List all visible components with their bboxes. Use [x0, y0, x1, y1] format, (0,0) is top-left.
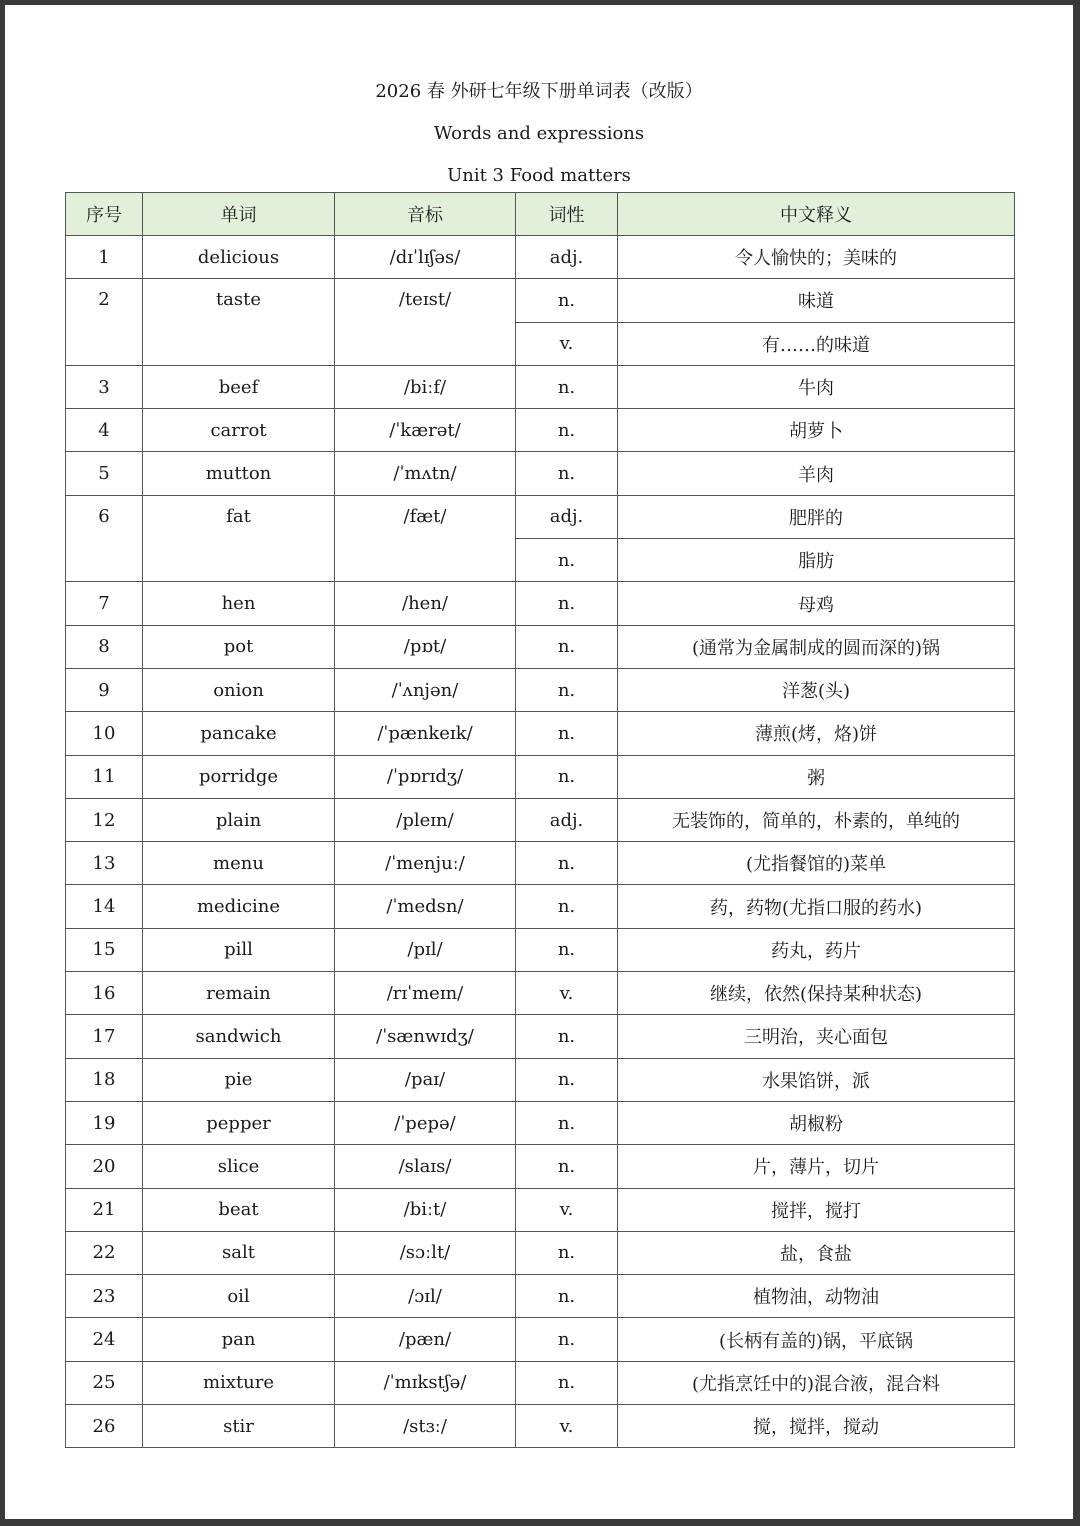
entry-number: 2	[66, 279, 143, 366]
entry-number: 26	[66, 1405, 143, 1448]
table-row	[66, 755, 1015, 798]
entry-word: pill	[143, 928, 335, 971]
entry-part-of-speech: n.	[516, 712, 618, 755]
entry-meaning: 水果馅饼，派	[618, 1058, 1015, 1101]
entry-word: pot	[143, 625, 335, 668]
table-row	[66, 842, 1015, 885]
entry-phonetic: /ˈmenjuː/	[335, 842, 516, 885]
entry-word: onion	[143, 668, 335, 711]
table-row	[66, 236, 1015, 279]
entry-phonetic: /slaɪs/	[335, 1145, 516, 1188]
entry-number: 5	[66, 452, 143, 495]
entry-number: 18	[66, 1058, 143, 1101]
entry-part-of-speech: n.	[516, 885, 618, 928]
entry-meaning: 母鸡	[618, 582, 1015, 625]
entry-word: salt	[143, 1231, 335, 1274]
entry-word: delicious	[143, 236, 335, 279]
entry-phonetic: /ɔɪl/	[335, 1275, 516, 1318]
document-page	[5, 5, 1073, 1519]
entry-part-of-speech: n.	[516, 539, 618, 582]
entry-word: beat	[143, 1188, 335, 1231]
entry-phonetic: /ˈpɒrɪdʒ/	[335, 755, 516, 798]
entry-phonetic: /dɪˈlɪʃəs/	[335, 236, 516, 279]
entry-number: 12	[66, 798, 143, 841]
entry-part-of-speech: n.	[516, 365, 618, 408]
entry-part-of-speech: n.	[516, 1275, 618, 1318]
entry-number: 14	[66, 885, 143, 928]
entry-number: 4	[66, 409, 143, 452]
entry-phonetic: /rɪˈmeɪn/	[335, 972, 516, 1015]
entry-number: 21	[66, 1188, 143, 1231]
entry-number: 15	[66, 928, 143, 971]
table-row	[66, 1361, 1015, 1404]
table-row	[66, 668, 1015, 711]
entry-meaning: 药丸，药片	[618, 928, 1015, 971]
entry-part-of-speech: n.	[516, 755, 618, 798]
entry-word: remain	[143, 972, 335, 1015]
entry-number: 24	[66, 1318, 143, 1361]
entry-meaning: 盐，食盐	[618, 1231, 1015, 1274]
entry-number: 1	[66, 236, 143, 279]
entry-phonetic: /biːt/	[335, 1188, 516, 1231]
entry-phonetic: /pæn/	[335, 1318, 516, 1361]
entry-meaning: (尤指餐馆的)菜单	[618, 842, 1015, 885]
document-title: 2026 春 外研七年级下册单词表（改版）	[375, 81, 703, 102]
entry-number: 19	[66, 1101, 143, 1144]
entry-number: 17	[66, 1015, 143, 1058]
entry-part-of-speech: n.	[516, 1058, 618, 1101]
entry-part-of-speech: v.	[516, 972, 618, 1015]
entry-meaning: 胡椒粉	[618, 1101, 1015, 1144]
entry-word: fat	[143, 495, 335, 582]
entry-number: 23	[66, 1275, 143, 1318]
entry-phonetic: /sɔːlt/	[335, 1231, 516, 1274]
entry-word: plain	[143, 798, 335, 841]
entry-part-of-speech: n.	[516, 1145, 618, 1188]
table-row	[66, 972, 1015, 1015]
entry-meaning: 羊肉	[618, 452, 1015, 495]
entry-word: porridge	[143, 755, 335, 798]
entry-number: 9	[66, 668, 143, 711]
entry-word: pancake	[143, 712, 335, 755]
table-row	[66, 798, 1015, 841]
entry-part-of-speech: n.	[516, 625, 618, 668]
entry-phonetic: /pɪl/	[335, 928, 516, 971]
column-header-word: 单词	[143, 193, 335, 236]
entry-number: 7	[66, 582, 143, 625]
entry-part-of-speech: n.	[516, 582, 618, 625]
entry-part-of-speech: n.	[516, 279, 618, 322]
entry-meaning: 搅拌，搅打	[618, 1188, 1015, 1231]
entry-number: 13	[66, 842, 143, 885]
table-row	[66, 452, 1015, 495]
entry-part-of-speech: n.	[516, 452, 618, 495]
entry-word: hen	[143, 582, 335, 625]
table-row	[66, 1058, 1015, 1101]
entry-meaning: 植物油，动物油	[618, 1275, 1015, 1318]
entry-word: sandwich	[143, 1015, 335, 1058]
entry-meaning: 继续，依然(保持某种状态)	[618, 972, 1015, 1015]
table-row	[66, 582, 1015, 625]
entry-word: pie	[143, 1058, 335, 1101]
column-header-pos: 词性	[516, 193, 618, 236]
table-row	[66, 1188, 1015, 1231]
table-row	[66, 1318, 1015, 1361]
unit-title: Unit 3 Food matters	[447, 165, 631, 186]
entry-phonetic: /ˈmɪkstʃə/	[335, 1361, 516, 1404]
entry-phonetic: /ˈsænwɪdʒ/	[335, 1015, 516, 1058]
table-row	[66, 495, 1015, 538]
table-row	[66, 625, 1015, 668]
entry-word: menu	[143, 842, 335, 885]
table-row	[66, 279, 1015, 322]
column-header-ipa: 音标	[335, 193, 516, 236]
entry-number: 25	[66, 1361, 143, 1404]
table-row	[66, 712, 1015, 755]
entry-word: oil	[143, 1275, 335, 1318]
entry-part-of-speech: n.	[516, 1015, 618, 1058]
entry-meaning: 搅，搅拌，搅动	[618, 1405, 1015, 1448]
table-row	[66, 928, 1015, 971]
document-header	[5, 75, 1073, 201]
table-row	[66, 1101, 1015, 1144]
entry-phonetic: /ˈpænkeɪk/	[335, 712, 516, 755]
entry-phonetic: /paɪ/	[335, 1058, 516, 1101]
table-header-row	[66, 193, 1015, 236]
entry-meaning: 粥	[618, 755, 1015, 798]
entry-word: mixture	[143, 1361, 335, 1404]
entry-part-of-speech: adj.	[516, 236, 618, 279]
entry-phonetic: /ˈpepə/	[335, 1101, 516, 1144]
entry-meaning: 薄煎(烤，烙)饼	[618, 712, 1015, 755]
entry-number: 8	[66, 625, 143, 668]
table-row	[66, 1015, 1015, 1058]
entry-meaning: 味道	[618, 279, 1015, 322]
entry-number: 11	[66, 755, 143, 798]
entry-word: slice	[143, 1145, 335, 1188]
entry-number: 10	[66, 712, 143, 755]
entry-number: 3	[66, 365, 143, 408]
entry-word: stir	[143, 1405, 335, 1448]
entry-meaning: (尤指烹饪中的)混合液，混合料	[618, 1361, 1015, 1404]
column-header-no: 序号	[66, 193, 143, 236]
entry-part-of-speech: v.	[516, 1188, 618, 1231]
table-row	[66, 1405, 1015, 1448]
entry-phonetic: /stɜː/	[335, 1405, 516, 1448]
entry-meaning: 有……的味道	[618, 322, 1015, 365]
entry-meaning: 药，药物(尤指口服的药水)	[618, 885, 1015, 928]
table-row	[66, 365, 1015, 408]
entry-phonetic: /ˈmedsn/	[335, 885, 516, 928]
entry-word: beef	[143, 365, 335, 408]
column-header-meaning: 中文释义	[618, 193, 1015, 236]
entry-meaning: (长柄有盖的)锅，平底锅	[618, 1318, 1015, 1361]
entry-part-of-speech: n.	[516, 409, 618, 452]
entry-part-of-speech: adj.	[516, 798, 618, 841]
entry-meaning: 肥胖的	[618, 495, 1015, 538]
entry-phonetic: /ˈkærət/	[335, 409, 516, 452]
entry-part-of-speech: n.	[516, 1231, 618, 1274]
entry-phonetic: /hen/	[335, 582, 516, 625]
entry-meaning: (通常为金属制成的圆而深的)锅	[618, 625, 1015, 668]
entry-part-of-speech: n.	[516, 842, 618, 885]
entry-phonetic: /ˈʌnjən/	[335, 668, 516, 711]
entry-phonetic: /teɪst/	[335, 279, 516, 366]
entry-word: medicine	[143, 885, 335, 928]
entry-number: 20	[66, 1145, 143, 1188]
entry-word: pepper	[143, 1101, 335, 1144]
entry-part-of-speech: n.	[516, 1361, 618, 1404]
entry-meaning: 片，薄片，切片	[618, 1145, 1015, 1188]
entry-part-of-speech: n.	[516, 928, 618, 971]
table-row	[66, 409, 1015, 452]
table-row	[66, 885, 1015, 928]
entry-number: 16	[66, 972, 143, 1015]
table-row	[66, 1275, 1015, 1318]
vocabulary-table	[65, 192, 1015, 1448]
entry-phonetic: /ˈmʌtn/	[335, 452, 516, 495]
entry-number: 6	[66, 495, 143, 582]
table-row	[66, 1145, 1015, 1188]
entry-word: pan	[143, 1318, 335, 1361]
entry-part-of-speech: v.	[516, 322, 618, 365]
entry-word: taste	[143, 279, 335, 366]
entry-part-of-speech: adj.	[516, 495, 618, 538]
entry-part-of-speech: n.	[516, 668, 618, 711]
document-subtitle: Words and expressions	[433, 123, 645, 144]
entry-meaning: 洋葱(头)	[618, 668, 1015, 711]
entry-word: mutton	[143, 452, 335, 495]
entry-part-of-speech: n.	[516, 1101, 618, 1144]
table-body	[66, 236, 1015, 1448]
entry-meaning: 令人愉快的；美味的	[618, 236, 1015, 279]
entry-number: 22	[66, 1231, 143, 1274]
entry-phonetic: /biːf/	[335, 365, 516, 408]
entry-phonetic: /pɒt/	[335, 625, 516, 668]
entry-part-of-speech: v.	[516, 1405, 618, 1448]
entry-meaning: 无装饰的，简单的，朴素的，单纯的	[618, 798, 1015, 841]
entry-meaning: 脂肪	[618, 539, 1015, 582]
entry-part-of-speech: n.	[516, 1318, 618, 1361]
table-row	[66, 1231, 1015, 1274]
entry-meaning: 牛肉	[618, 365, 1015, 408]
entry-phonetic: /fæt/	[335, 495, 516, 582]
entry-phonetic: /pleɪn/	[335, 798, 516, 841]
entry-meaning: 胡萝卜	[618, 409, 1015, 452]
entry-word: carrot	[143, 409, 335, 452]
entry-meaning: 三明治，夹心面包	[618, 1015, 1015, 1058]
